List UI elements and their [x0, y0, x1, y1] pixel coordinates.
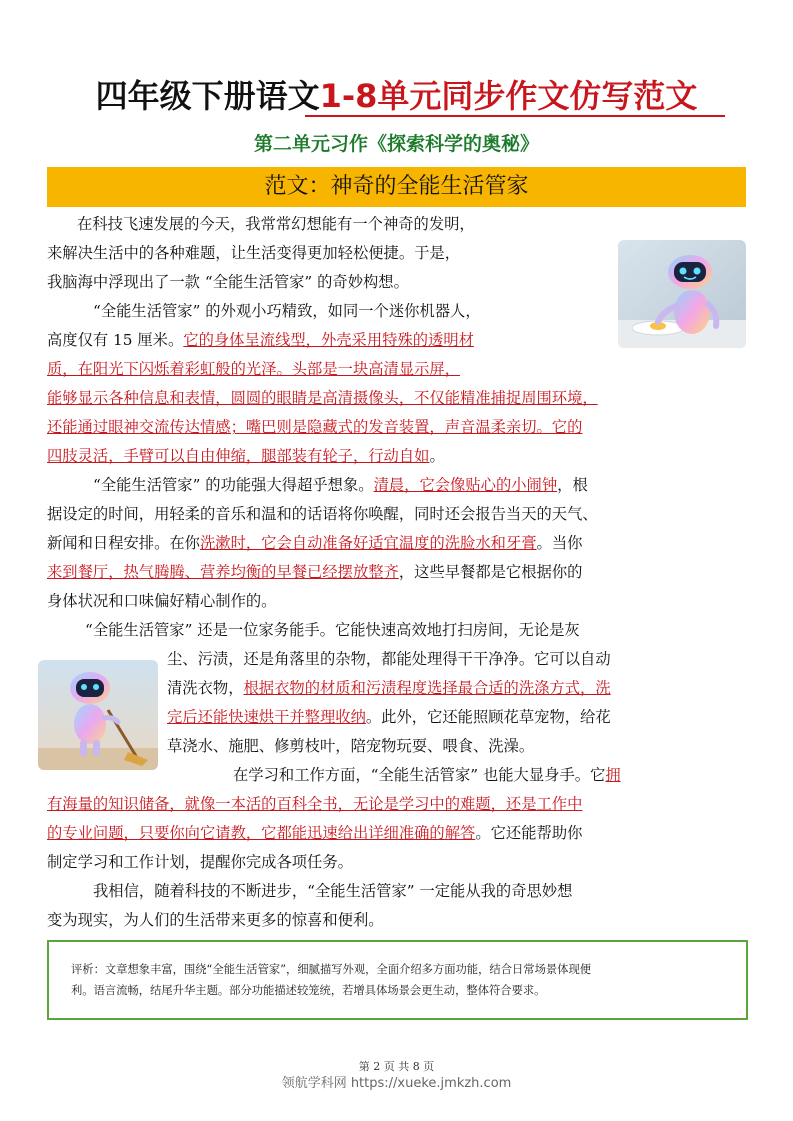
commentary-box: [47, 940, 748, 1020]
essay-line: 草浇水、施肥、修剪枝叶，陪宠物玩耍、喂食、洗澡。: [167, 737, 535, 755]
highlighted-text: 洗漱时，它会自动准备好适宜温度的洗脸水和牙膏: [199, 534, 537, 552]
unit-subtitle: 第二单元习作《探索科学的奥秘》: [253, 133, 539, 155]
highlighted-text: 它的身体呈流线型，外壳采用特殊的透明材: [183, 331, 474, 349]
essay-text: 。此外，它还能照顾花草宠物，给花: [365, 708, 611, 726]
essay-text: 清洗衣物，: [167, 679, 244, 697]
title-underline: [305, 115, 725, 117]
essay-title-banner: 范文：神奇的全能生活管家: [47, 167, 746, 207]
essay-text: “全能生活管家” 的功能强大得超乎想象。: [93, 476, 374, 494]
highlighted-text: 的专业问题，只要你向它请教，它都能迅速给出详细准确的解答: [47, 824, 476, 842]
essay-line: [47, 445, 445, 467]
highlighted-text: 有海量的知识储备，就像一本活的百科全书，无论是学习中的难题，还是工作中: [47, 795, 583, 813]
commentary-line: 利。语言流畅，结尾升华主题。部分功能描述较笼统，若增具体场景会更生动，整体符合要求。: [71, 984, 546, 997]
essay-text: ，根: [557, 476, 588, 494]
highlighted-text: 来到餐厅，热气腾腾、营养均衡的早餐已经摆放整齐: [47, 563, 399, 581]
essay-line: 来解决生活中的各种难题，让生活变得更加轻松便捷。于是，: [47, 244, 461, 262]
essay-line: [47, 822, 582, 844]
essay-line: [47, 561, 582, 583]
page-title: [0, 74, 793, 118]
highlighted-text: 还能通过眼神交流传达情感；嘴巴则是隐藏式的发音装置，声音温柔亲切。它的: [47, 418, 583, 436]
sweeping-robot-illustration: [38, 660, 158, 770]
highlighted-text: 四肢灵活，手臂可以自由伸缩，腿部装有轮子，行动自如: [47, 447, 430, 465]
essay-line: “全能生活管家” 的外观小巧精致，如同一个迷你机器人，: [93, 302, 481, 320]
essay-line: [167, 706, 611, 728]
title-grade: 四年级下册语文: [95, 77, 320, 115]
essay-text: 。: [429, 447, 445, 465]
essay-line: [233, 764, 621, 786]
essay-text: 高度仅有 15 厘米。: [47, 331, 184, 349]
essay-line: [47, 329, 474, 351]
page-number: 第 2 页 共 8 页: [358, 1060, 435, 1073]
highlighted-text: 拥: [605, 766, 621, 784]
essay-line: [167, 677, 611, 699]
essay-line: “全能生活管家” 还是一位家务能手。它能快速高效地打扫房间，无论是灰: [85, 621, 580, 639]
highlighted-text: 完后还能快速烘干并整理收纳: [167, 708, 366, 726]
footer-watermark: 领航学科网 https://xueke.jmkzh.com: [281, 1076, 512, 1091]
essay-text: 新闻和日程安排。在你: [47, 534, 200, 552]
essay-line: 据设定的时间，用轻柔的音乐和温和的话语将你唤醒，同时还会报告当天的天气、: [47, 505, 598, 523]
highlighted-text: 根据衣物的材质和污渍程度选择最合适的洗涤方式，洗: [243, 679, 611, 697]
essay-line: [93, 474, 588, 496]
cooking-robot-illustration: [618, 240, 746, 348]
essay-text: ，这些早餐都是它根据你的: [398, 563, 583, 581]
title-series: 1-8单元同步作文仿写范文: [319, 77, 698, 115]
essay-line: 我相信，随着科技的不断进步，“全能生活管家” 一定能从我的奇思妙想: [93, 882, 573, 900]
essay-line: 身体状况和口味偏好精心制作的。: [47, 592, 277, 610]
essay-text: 。它还能帮助你: [475, 824, 583, 842]
essay-line: 变为现实，为人们的生活带来更多的惊喜和便利。: [47, 911, 384, 929]
essay-text: 在学习和工作方面，“全能生活管家” 也能大显身手。它: [233, 766, 606, 784]
essay-line: 我脑海中浮现出了一款 “全能生活管家” 的奇妙构想。: [47, 273, 409, 291]
essay-line: 在科技飞速发展的今天，我常常幻想能有一个神奇的发明，: [77, 215, 475, 233]
essay-text: 。当你: [536, 534, 583, 552]
essay-line: 制定学习和工作计划，提醒你完成各项任务。: [47, 853, 353, 871]
highlighted-text: 清晨，它会像贴心的小闹钟: [373, 476, 558, 494]
essay-line: 尘、污渍，还是角落里的杂物，都能处理得干干净净。它可以自动: [167, 650, 611, 668]
highlighted-text: 质，在阳光下闪烁着彩虹般的光泽。头部是一块高清显示屏，: [47, 360, 461, 378]
essay-line: [47, 532, 582, 554]
highlighted-text: 能够显示各种信息和表情，圆圆的眼睛是高清摄像头，不仅能精准捕捉周围环境，: [47, 389, 598, 407]
commentary-line: 评析：文章想象丰富，围绕“全能生活管家”，细腻描写外观，全面介绍多方面功能，结合日常场景体现便: [71, 963, 592, 976]
